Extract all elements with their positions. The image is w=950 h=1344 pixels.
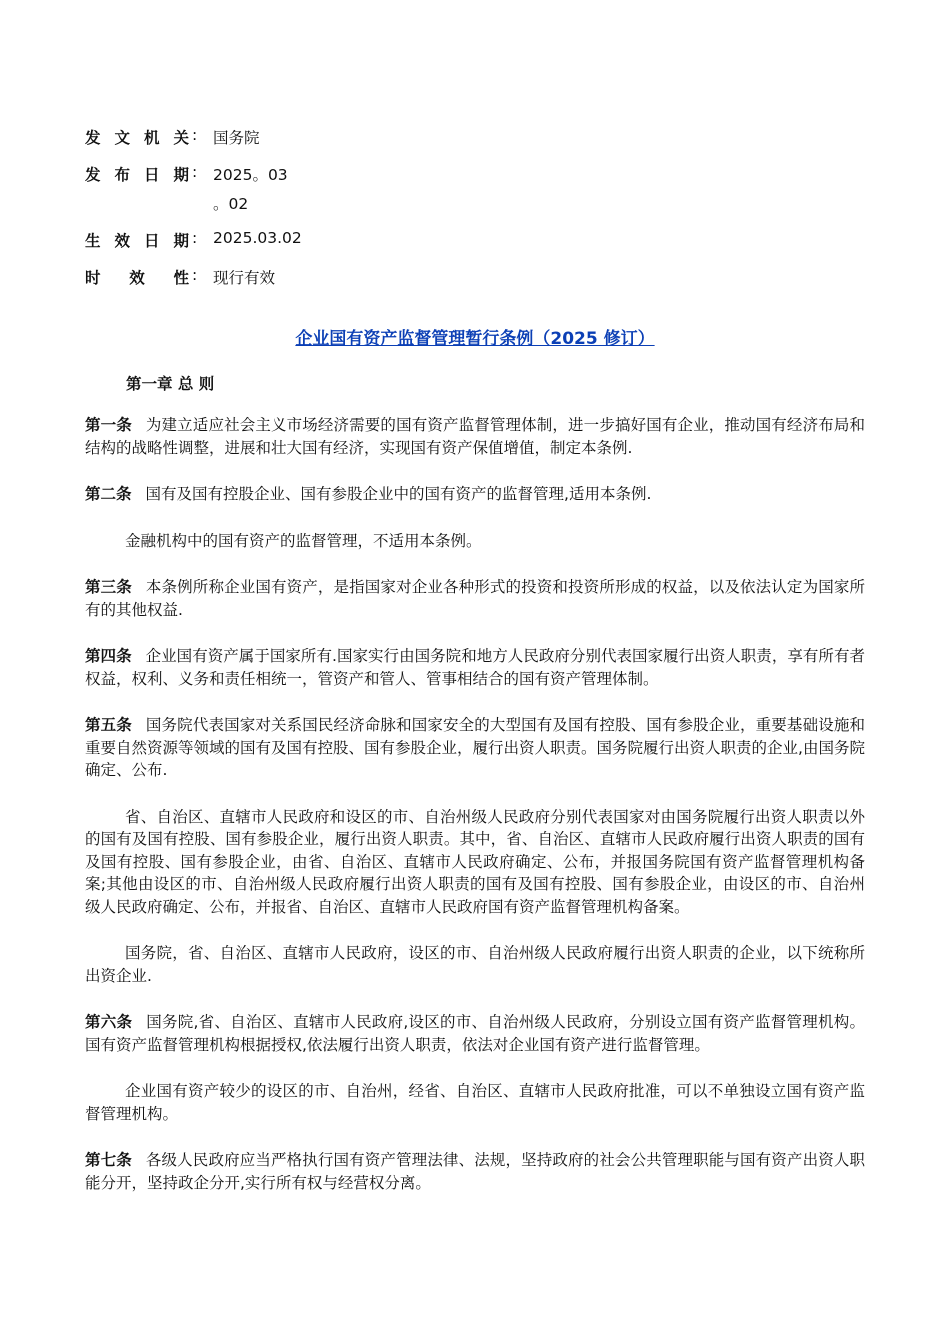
article-text: 国务院,省、自治区、直辖市人民政府,设区的市、自治州级人民政府，分别设立国有资产监督管理机构。国有资产监督管理机构根据授权,依法履行出资人职责，依法对企业国有资产进行监督管理。 bbox=[85, 1013, 865, 1054]
article-paragraph bbox=[85, 414, 865, 459]
article-number: 第一条 bbox=[85, 416, 132, 434]
article-number: 第六条 bbox=[85, 1013, 133, 1031]
article-text: 国务院代表国家对关系国民经济命脉和国家安全的大型国有及国有控股、国有参股企业，重要基础设施和重要自然资源等领域的国有及国有控股、国有参股企业，履行出资人职责。国务院履行出资人职责的企业,由国务院确定、公布. bbox=[85, 716, 865, 779]
meta-colon: : bbox=[192, 163, 198, 181]
article-paragraph bbox=[85, 1011, 865, 1056]
article-text: 金融机构中的国有资产的监督管理，不适用本条例。 bbox=[125, 531, 482, 550]
article-paragraph bbox=[85, 714, 865, 782]
meta-colon: : bbox=[192, 229, 198, 247]
meta-validity bbox=[85, 266, 485, 290]
article-number: 第七条 bbox=[85, 1151, 132, 1169]
article-number: 第五条 bbox=[85, 716, 132, 734]
document-body bbox=[85, 414, 865, 1218]
article-paragraph bbox=[85, 645, 865, 690]
meta-effective-date-value: 2025.03.02 bbox=[213, 229, 302, 247]
article-text: 企业国有资产较少的设区的市、自治州，经省、自治区、直辖市人民政府批准，可以不单独设立国有资产监督管理机构。 bbox=[85, 1082, 865, 1123]
document-title-link[interactable]: 企业国有资产监督管理暂行条例（2025 修订） bbox=[295, 329, 655, 349]
meta-publish-date-continued bbox=[85, 192, 485, 216]
article-paragraph bbox=[85, 576, 865, 621]
meta-issuer-label: 发 文 机 关 bbox=[85, 129, 189, 147]
meta-effective-date bbox=[85, 229, 485, 253]
meta-validity-label: 时 效 性 bbox=[85, 269, 189, 287]
meta-publish-date-value: 2025。03 bbox=[213, 166, 288, 184]
chapter-heading: 第一章 总 则 bbox=[126, 375, 215, 393]
article-text: 国有及国有控股企业、国有参股企业中的国有资产的监督管理,适用本条例. bbox=[145, 485, 652, 503]
meta-issuer bbox=[85, 126, 485, 150]
article-number: 第四条 bbox=[85, 647, 132, 665]
meta-publish-date-value-cont: 。02 bbox=[213, 195, 249, 213]
article-text: 各级人民政府应当严格执行国有资产管理法律、法规，坚持政府的社会公共管理职能与国有资产出资人职能分开，坚持政企分开,实行所有权与经营权分离。 bbox=[85, 1151, 865, 1192]
document-metadata bbox=[85, 126, 485, 303]
meta-validity-value: 现行有效 bbox=[213, 269, 276, 287]
article-text: 国务院，省、自治区、直辖市人民政府，设区的市、自治州级人民政府履行出资人职责的企业，以下统称所出资企业. bbox=[85, 944, 865, 985]
meta-effective-date-label: 生 效 日 期 bbox=[85, 232, 189, 250]
article-text: 为建立适应社会主义市场经济需要的国有资产监督管理体制，进一步搞好国有企业，推动国有经济布局和结构的战略性调整，进展和壮大国有经济，实现国有资产保值增值，制定本条例. bbox=[85, 416, 865, 457]
meta-publish-date-label: 发 布 日 期 bbox=[85, 166, 189, 184]
article-paragraph bbox=[85, 483, 865, 506]
article-paragraph bbox=[85, 530, 865, 553]
article-paragraph bbox=[85, 1149, 865, 1194]
article-number: 第三条 bbox=[85, 578, 132, 596]
article-text: 本条例所称企业国有资产，是指国家对企业各种形式的投资和投资所形成的权益，以及依法认定为国家所有的其他权益. bbox=[85, 578, 865, 619]
article-number: 第二条 bbox=[85, 485, 132, 503]
article-text: 省、自治区、直辖市人民政府和设区的市、自治州级人民政府分别代表国家对由国务院履行出资人职责以外的国有及国有控股、国有参股企业，履行出资人职责。其中，省、自治区、直辖市人民政府履行出资人职责的国有及国有控股、国有参股企业，由省、自治区、直辖市人民政府确定、公布，并报国务院国有资产监督管理机构备案;其他由设区的市、自治州级人民政府履行出资人职责的国有及国有控股、国有参股企业，由设区的市、自治州级人民政府确定、公布，并报省、自治区、直辖市人民政府国有资产监督管理机构备案。 bbox=[85, 807, 865, 916]
meta-publish-date bbox=[85, 163, 485, 187]
article-text: 企业国有资产属于国家所有.国家实行由国务院和地方人民政府分别代表国家履行出资人职责，享有所有者权益，权利、义务和责任相统一，管资产和管人、管事相结合的国有资产管理体制。 bbox=[85, 647, 865, 688]
article-paragraph bbox=[85, 942, 865, 987]
article-paragraph bbox=[85, 1080, 865, 1125]
article-paragraph bbox=[85, 806, 865, 919]
meta-colon: : bbox=[192, 126, 198, 144]
meta-issuer-value: 国务院 bbox=[213, 129, 260, 147]
meta-colon: : bbox=[192, 266, 198, 284]
